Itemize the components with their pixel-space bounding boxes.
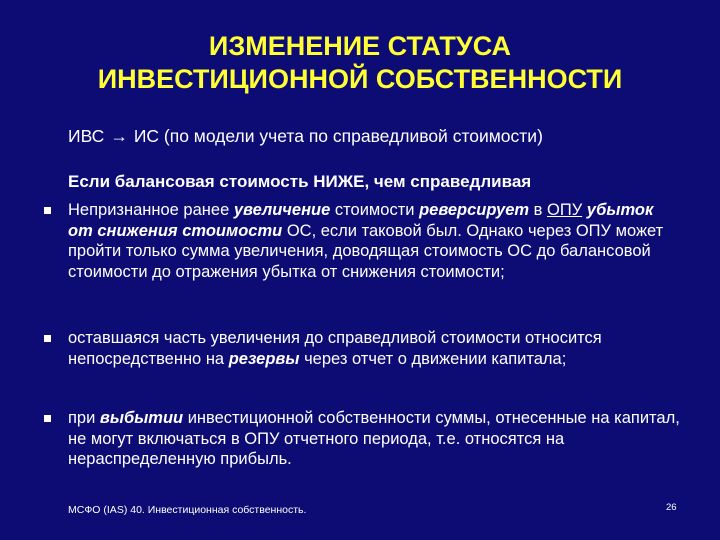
bullet-text: инвестиционной собственности суммы, отнесенные на капитал, не могут включаться в ОПУ отчетного периода, т.е. относятся на нераспределенную прибыль. [68,409,680,468]
title-line-2: ИНВЕСТИЦИОННОЙ СОБСТВЕННОСТИ [97,64,623,94]
bullet-text: в [529,201,547,219]
arrow-right-icon: → [110,126,128,146]
bullet-text: ОС, если таковой был. Однако через ОПУ может пройти только сумма увеличения, доводящая стоимость ОС до балансовой стоимости до отражения убытка от снижения стоимости; [68,221,664,281]
bullet-item [42,328,682,369]
subtitle [68,126,543,147]
emphasis-text: резервы [228,349,300,368]
emphasis-text: реверсирует [419,201,530,219]
page-number: 26 [666,502,677,513]
square-bullet-icon [44,415,51,422]
bullet-item [42,408,682,470]
square-bullet-icon [44,207,51,214]
bullet-text: при [68,409,100,427]
title-line-1: ИЗМЕНЕНИЕ СТАТУСА [208,31,512,61]
bullet-item [42,200,682,282]
bullet-text: оставшаяся часть увеличения до справедливой стоимости относится непосредственно на [68,329,602,368]
emphasis-text: выбытии [99,409,184,427]
bullet-text: Непризнанное ранее [68,201,234,219]
bullet-text: через отчет о движении капитала; [299,349,567,368]
square-bullet-icon [44,335,51,342]
bullet-text: стоимости [330,201,420,219]
emphasis-text: увеличение [233,201,331,219]
subtitle-to: ИС (по модели учета по справедливой стоимости) [133,126,543,146]
slide-title [0,30,720,96]
condition-heading: Если балансовая стоимость НИЖЕ, чем справедливая [68,172,532,191]
subtitle-from: ИВС [68,126,105,146]
emphasis-text: убыток от снижения стоимости [68,201,654,240]
footer-caption: МСФО (IAS) 40. Инвестиционная собственность. [68,504,307,516]
underlined-text: ОПУ [547,201,583,219]
